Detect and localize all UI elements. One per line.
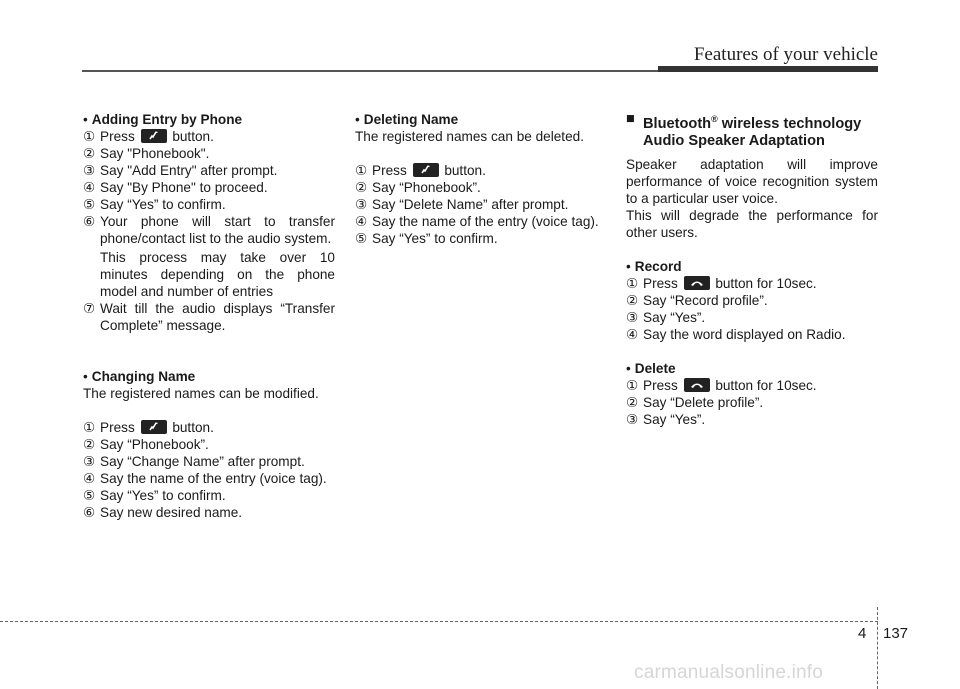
step-text	[643, 275, 878, 292]
column-middle	[355, 111, 607, 247]
step-text: Say “Change Name” after prompt.	[100, 454, 305, 469]
step-number: ③	[626, 309, 639, 325]
head-text: Changing Name	[91, 369, 196, 384]
list-item	[83, 487, 335, 504]
section-head-adding: • Adding Entry by Phone	[83, 112, 243, 127]
section-title-text	[643, 111, 878, 150]
list-item	[83, 436, 335, 453]
head-text: Record	[634, 258, 682, 274]
step-text: Say “Yes” to confirm.	[372, 231, 498, 246]
title-part: wireless technology Audio Speaker Adaptation	[643, 115, 862, 149]
step-text: Say the word displayed on Radio.	[643, 326, 846, 342]
step-text: Say “Phonebook”.	[100, 437, 209, 452]
spacer	[83, 402, 335, 419]
step-number: ①	[626, 377, 639, 393]
step-number: ⑤	[355, 231, 368, 246]
step-text: Say the name of the entry (voice tag).	[372, 214, 599, 229]
step-text: Say “Yes”.	[643, 309, 706, 325]
step-text: Your phone will start to transfer phone/contact list to the audio system.	[100, 214, 335, 246]
step-note: This process may take over 10 minutes depending on the phone model and number of entries	[100, 250, 335, 299]
step-number: ①	[626, 275, 639, 291]
step-pre: Press	[100, 420, 135, 435]
step-number: ④	[355, 214, 368, 229]
step-number: ②	[626, 394, 639, 410]
header-title: Features of your vehicle	[693, 44, 878, 65]
list-item	[355, 213, 607, 230]
list-item	[626, 292, 878, 309]
step-post: button.	[172, 129, 214, 144]
footer-separator	[877, 607, 878, 689]
step-number: ⑥	[83, 214, 96, 229]
section-head-deleting: • Deleting Name	[355, 112, 459, 127]
list-item	[626, 275, 878, 292]
step-text	[643, 377, 878, 394]
step-post: button for 10sec.	[715, 377, 817, 393]
section-head-delete: • Delete	[626, 360, 676, 376]
step-number: ①	[83, 129, 96, 144]
list-item	[83, 504, 335, 521]
step-number: ②	[83, 146, 96, 161]
step-text	[100, 128, 335, 145]
step-number: ③	[355, 197, 368, 212]
step-post: button.	[444, 163, 486, 178]
step-number: ⑦	[83, 301, 96, 316]
step-number: ③	[626, 411, 639, 427]
step-number: ⑤	[83, 197, 96, 212]
section-intro: The registered names can be modified.	[83, 386, 319, 401]
voice-command-icon	[141, 129, 167, 143]
step-text	[100, 419, 335, 436]
section-head-changing: • Changing Name	[83, 369, 196, 384]
page-number: 137	[883, 625, 909, 642]
step-number: ③	[83, 454, 96, 469]
spacer	[355, 145, 607, 162]
list-item	[626, 394, 878, 411]
step-post: button.	[172, 420, 214, 435]
step-number: ⑥	[83, 505, 96, 520]
list-item	[83, 213, 335, 247]
phone-icon	[684, 276, 710, 290]
list-item	[626, 377, 878, 394]
step-number: ②	[83, 437, 96, 452]
head-text: Delete	[634, 360, 676, 376]
step-text: Say “Yes” to confirm.	[100, 197, 226, 212]
section-title	[626, 111, 878, 150]
step-number: ④	[83, 180, 96, 195]
title-part: Bluetooth	[643, 115, 712, 132]
footer-rule	[0, 621, 878, 622]
step-number: ②	[355, 180, 368, 195]
step-number: ④	[626, 326, 639, 342]
list-item	[355, 162, 607, 179]
head-text: Deleting Name	[363, 112, 459, 127]
list-item	[83, 128, 335, 145]
phone-icon	[684, 378, 710, 392]
list-item	[626, 309, 878, 326]
step-number: ②	[626, 292, 639, 308]
list-item	[355, 179, 607, 196]
list-item	[355, 196, 607, 213]
step-text: Say “Record profile”.	[643, 292, 768, 308]
step-text: Say the name of the entry (voice tag).	[100, 471, 327, 486]
step-number: ⑤	[83, 488, 96, 503]
section-intro: The registered names can be deleted.	[355, 129, 584, 144]
spacer	[626, 241, 878, 258]
step-pre: Press	[643, 377, 678, 393]
spacer	[626, 343, 878, 360]
step-text: Say “Delete Name” after prompt.	[372, 197, 569, 212]
step-text: Say “Yes”.	[643, 411, 706, 427]
watermark: carmanualsonline.info	[634, 662, 824, 683]
list-item	[83, 179, 335, 196]
voice-command-icon	[413, 163, 439, 177]
registered-mark: ®	[711, 114, 718, 124]
step-text: Say new desired name.	[100, 505, 243, 520]
step-pre: Press	[372, 163, 407, 178]
column-left	[83, 111, 335, 521]
list-item	[83, 453, 335, 470]
step-number: ①	[355, 163, 368, 178]
step-text: Say "By Phone" to proceed.	[100, 180, 268, 195]
step-number: ③	[83, 163, 96, 178]
step-text: Say “Yes” to confirm.	[100, 488, 226, 503]
step-text: Say “Phonebook”.	[372, 180, 481, 195]
list-item	[355, 230, 607, 247]
paragraph: Speaker adaptation will improve performance of voice recognition system to a particular user voice.	[626, 156, 878, 206]
step-text: Say "Add Entry" after prompt.	[100, 163, 278, 178]
step-text	[372, 162, 607, 179]
list-item	[83, 300, 335, 334]
list-item	[626, 411, 878, 428]
step-text: Say "Phonebook".	[100, 146, 210, 161]
step-number: ①	[83, 420, 96, 435]
square-bullet-icon: ■	[626, 111, 635, 127]
paragraph: This will degrade the performance for other users.	[626, 207, 878, 240]
step-pre: Press	[100, 129, 135, 144]
list-item	[626, 326, 878, 343]
list-item	[83, 162, 335, 179]
header-rule-accent	[658, 66, 878, 72]
list-item	[83, 470, 335, 487]
chapter-number: 4	[858, 625, 867, 642]
step-pre: Press	[643, 275, 678, 291]
section-head-record: • Record	[626, 258, 682, 274]
list-item	[83, 145, 335, 162]
list-item	[83, 419, 335, 436]
spacer	[83, 334, 335, 368]
column-right	[626, 111, 878, 428]
voice-command-icon	[141, 420, 167, 434]
list-item	[83, 196, 335, 213]
step-text: Wait till the audio displays “Transfer Complete” message.	[100, 301, 335, 333]
step-text: Say “Delete profile”.	[643, 394, 764, 410]
step-post: button for 10sec.	[715, 275, 817, 291]
step-number: ④	[83, 471, 96, 486]
head-text: Adding Entry by Phone	[91, 112, 243, 127]
